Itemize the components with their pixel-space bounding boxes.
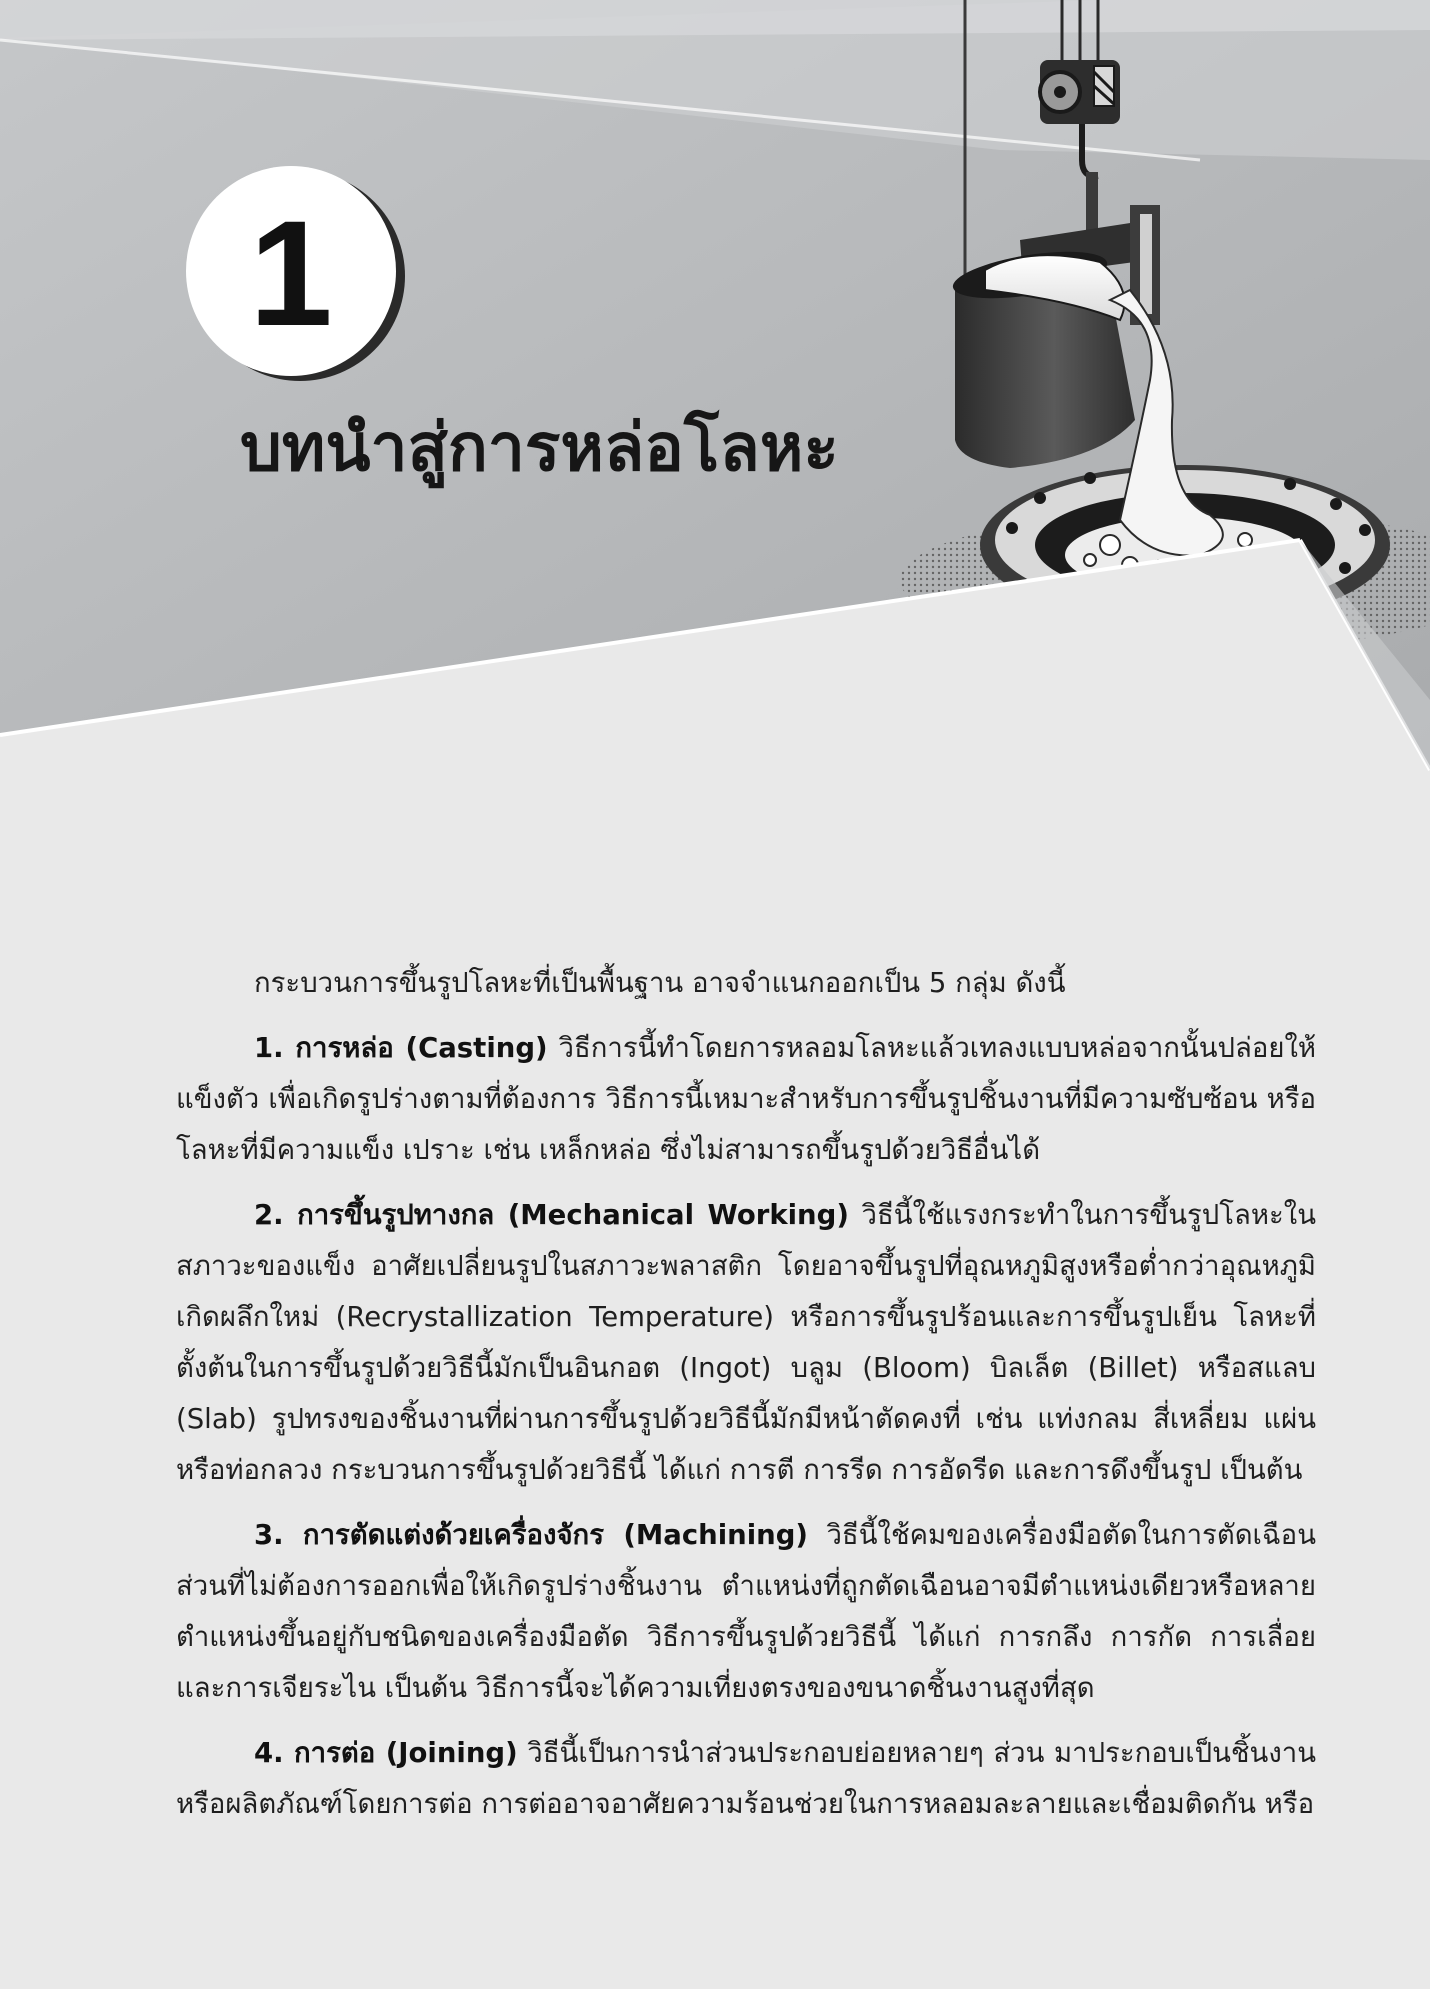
section-mechanical-working (176, 1190, 1316, 1496)
section-text: วิธีนี้ใช้แรงกระทำในการขึ้นรูปโลหะในสภาวะของแข็ง อาศัยเปลี่ยนรูปในสภาวะพลาสติก โดยอาจขึ้นรูปที่อุณหภูมิสูงหรือต่ำกว่าอุณหภูมิเกิดผลึกใหม่ (Recrystallization Temperature) หรือการขึ้นรูปร้อนและการขึ้นรูปเย็น โลหะที่ตั้งต้นในการขึ้นรูปด้วยวิธีนี้มักเป็นอินกอต (Ingot) บลูม (Bloom) บิลเล็ต (Billet) หรือสแลบ (Slab) รูปทรงของชิ้นงานที่ผ่านการขึ้นรูปด้วยวิธีนี้มักมีหน้าตัดคงที่ เช่น แท่งกลม สี่เหลี่ยม แผ่น หรือท่อกลวง กระบวนการขึ้นรูปด้วยวิธีนี้ ได้แก่ การตี การรีด การอัดรีด และการดึงขึ้นรูป เป็นต้น (176, 1199, 1317, 1486)
section-heading: 4. การต่อ (Joining) (254, 1737, 518, 1769)
intro-paragraph: กระบวนการขึ้นรูปโลหะที่เป็นพื้นฐาน อาจจำแนกออกเป็น 5 กลุ่ม ดังนี้ (254, 967, 1066, 999)
chapter-body (176, 958, 1316, 1844)
section-text: วิธีนี้ใช้คมของเครื่องมือตัดในการตัดเฉือนส่วนที่ไม่ต้องการออกเพื่อให้เกิดรูปร่างชิ้นงาน ตำแหน่งที่ถูกตัดเฉือนอาจมีตำแหน่งเดียวหรือหลายตำแหน่งขึ้นอยู่กับชนิดของเครื่องมือตัด วิธีการขึ้นรูปด้วยวิธีนี้ ได้แก่ การกลึง การกัด การเลื่อย และการเจียระไน เป็นต้น วิธีการนี้จะได้ความเที่ยงตรงของขนาดชิ้นงานสูงที่สุด (176, 1519, 1316, 1704)
section-heading: 2. การขึ้นรูปทางกล (Mechanical Working) (254, 1199, 849, 1231)
section-heading: 3. การตัดแต่งด้วยเครื่องจักร (Machining) (254, 1519, 808, 1551)
section-casting (176, 1023, 1316, 1176)
chapter-number-badge (186, 166, 396, 376)
section-joining (176, 1728, 1316, 1830)
chapter-title: บทนำสู่การหล่อโลหะ (240, 409, 839, 486)
chapter-number: 1 (249, 189, 333, 357)
section-text: วิธีนี้เป็นการนำส่วนประกอบย่อยหลายๆ ส่วน มาประกอบเป็นชิ้นงานหรือผลิตภัณฑ์โดยการต่อ การต่ออาจอาศัยความร้อนช่วยในการหลอมละลายและเชื่อมติดกัน หรือ (176, 1737, 1316, 1820)
section-heading: 1. การหล่อ (Casting) (254, 1032, 548, 1064)
section-machining (176, 1510, 1316, 1714)
section-text: วิธีการนี้ทำโดยการหลอมโลหะแล้วเทลงแบบหล่อจากนั้นปล่อยให้แข็งตัว เพื่อเกิดรูปร่างตามที่ต้องการ วิธีการนี้เหมาะสำหรับการขึ้นรูปชิ้นงานที่มีความซับซ้อน หรือโลหะที่มีความแข็ง เปราะ เช่น เหล็กหล่อ ซึ่งไม่สามารถขึ้นรูปด้วยวิธีอื่นได้ (176, 1032, 1317, 1166)
